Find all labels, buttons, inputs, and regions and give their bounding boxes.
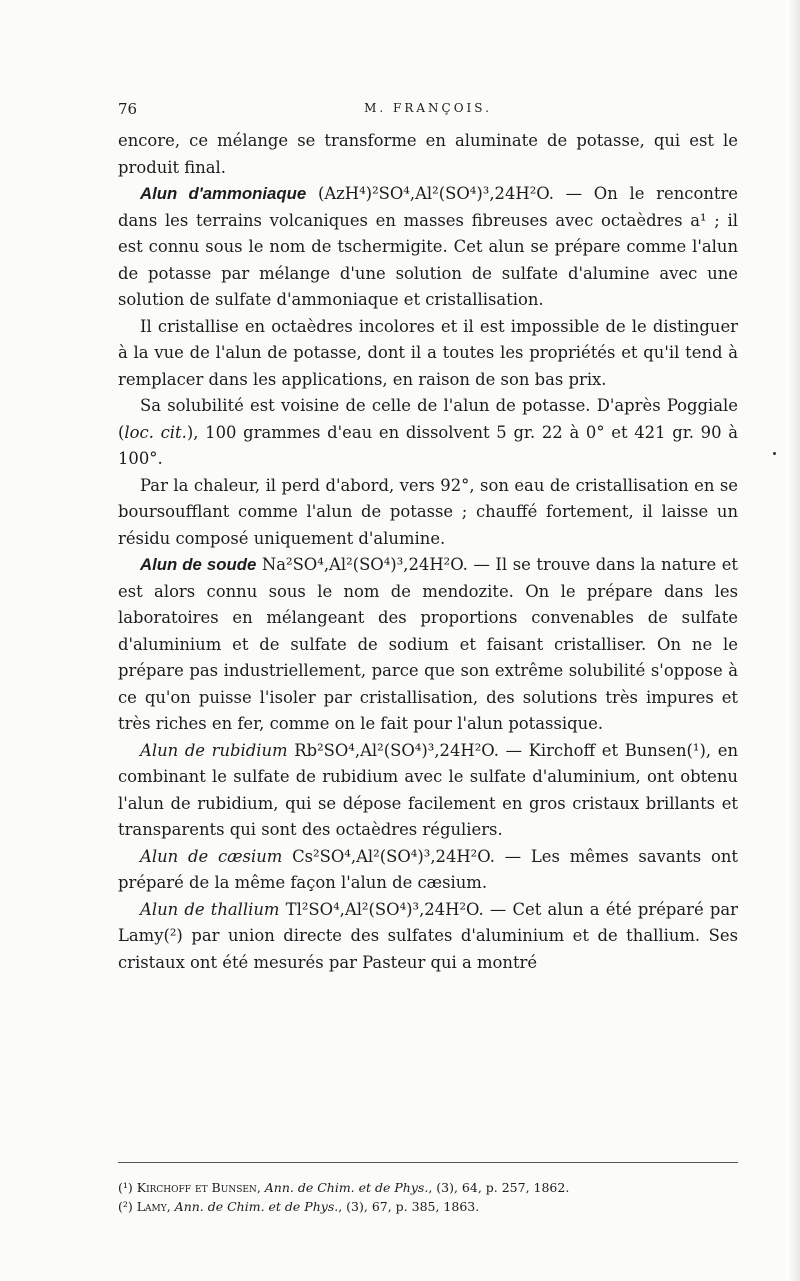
running-title: M. FRANÇOIS. xyxy=(364,101,492,115)
section-heading-alun-soude: Alun de soude xyxy=(140,555,257,574)
section-heading-alun-caesium: Alun de cæsium xyxy=(140,846,283,866)
paragraph-continuation: encore, ce mélange se transforme en aluminate de potasse, qui est le produit final. xyxy=(118,131,738,177)
body-text xyxy=(118,128,738,976)
print-speck xyxy=(773,452,776,455)
footnote-reference-1: (¹) xyxy=(686,740,706,760)
paragraph-solubilite xyxy=(118,393,738,473)
paragraph-text: (AzH⁴)²SO⁴,Al²(SO⁴)³,24H²O. — On le rencontre dans les terrains volcaniques en masses fibreuses avec octaèdres a¹ ; il est connu sous le nom de tschermigite. Cet alun se prépare comme l'alun de potasse par mélange d'une solution de sulfate d'alumine avec une solution de sulfate d'ammoniaque et cristallisation. xyxy=(118,184,738,309)
paragraph-text: Sa solubilité est voisine de celle de l'alun de potasse. D'après Poggiale ( xyxy=(118,396,738,442)
paragraph-chaleur: Par la chaleur, il perd d'abord, vers 92°, son eau de cristallisation en se boursoufflant comme l'alun de potasse ; chauffé fortement, il laisse un résidu composé uniquement d'alumine. xyxy=(118,475,738,548)
footnotes xyxy=(118,1178,738,1216)
section-heading-alun-rubidium: Alun de rubidium xyxy=(140,740,288,760)
paragraph-text: , en combinant le sulfate de rubidium avec le sulfate d'aluminium, ont obtenu l'alun de rubidium, qui se dépose facilement en gros cristaux brillants et transparents qui sont des octaèdres réguliers. xyxy=(118,740,738,839)
paragraph-text: Na²SO⁴,Al²(SO⁴)³,24H²O. — Il se trouve dans la nature et est alors connu sous le nom de mendozite. On le prépare dans les laboratoires en mélangeant des proportions convenables de sulfate d'aluminium et de sulfate de sodium et faisant cristalliser. On ne le prépare pas industriellement, parce que son extrême solubilité s'oppose à ce qu'on puisse l'isoler par cristallisation, des solutions très impures et très riches en fer, comme on le fait pour l'alun potassique. xyxy=(118,555,738,733)
page-number: 76 xyxy=(118,100,138,118)
running-head xyxy=(118,100,738,124)
footnote-details: , (3), 64, p. 257, 1862. xyxy=(428,1180,570,1195)
paragraph-alun-rubidium xyxy=(118,738,738,844)
footnote-1: (¹) Kirchoff et Bunsen, Ann. de Chim. et de Phys., (3), 64, p. 257, 1862. xyxy=(118,1180,570,1195)
paragraph-text: par union directe des sulfates d'aluminium et de thallium. Ses cristaux ont été mesurés par Pasteur qui a montré xyxy=(118,926,738,972)
footnote-journal: Ann. de Chim. et de Phys. xyxy=(264,1180,429,1195)
section-heading-alun-ammoniaque: Alun d'ammoniaque xyxy=(140,184,307,203)
citation-reference: loc. cit. xyxy=(124,422,187,442)
paragraph-alun-soude xyxy=(118,552,738,738)
page-edge-shadow xyxy=(786,0,800,1281)
paragraph-text: Tl²SO⁴,Al²(SO⁴)³,24H²O. — Cet alun a été préparé par Lamy xyxy=(118,899,738,945)
paragraph-text: ), 100 grammes d'eau en dissolvent 5 gr. 22 à 0° et 421 gr. 90 à 100°. xyxy=(118,422,738,468)
footnote-reference-2: (²) xyxy=(163,926,183,945)
paragraph-cristallisation: Il cristallise en octaèdres incolores et il est impossible de le distinguer à la vue de l'alun de potasse, dont il a toutes les propriétés et qu'il tend à remplacer dans les applications, en raison de son bas prix. xyxy=(118,316,738,389)
footnote-divider xyxy=(118,1162,738,1163)
paragraph-alun-ammoniaque xyxy=(118,181,738,314)
footnote-mark: (¹) xyxy=(118,1180,133,1195)
footnote-details: , (3), 67, p. 385, 1863. xyxy=(338,1199,480,1214)
paragraph-text: Cs²SO⁴,Al²(SO⁴)³,24H²O. — Les mêmes savants ont préparé de la même façon l'alun de cæsium. xyxy=(118,846,738,892)
paragraph-text: Rb²SO⁴,Al²(SO⁴)³,24H²O. — Kirchoff et Bunsen xyxy=(287,740,687,760)
footnote-authors: Lamy xyxy=(136,1199,167,1214)
footnote-authors: Kirchoff et Bunsen xyxy=(136,1180,257,1195)
footnote-mark: (²) xyxy=(118,1199,133,1214)
section-heading-alun-thallium: Alun de thallium xyxy=(140,899,280,919)
paragraph-alun-caesium xyxy=(118,844,738,897)
footnote-2: (²) Lamy, Ann. de Chim. et de Phys., (3), 67, p. 385, 1863. xyxy=(118,1199,480,1214)
paragraph-alun-thallium xyxy=(118,897,738,977)
footnote-journal: Ann. de Chim. et de Phys. xyxy=(174,1199,339,1214)
